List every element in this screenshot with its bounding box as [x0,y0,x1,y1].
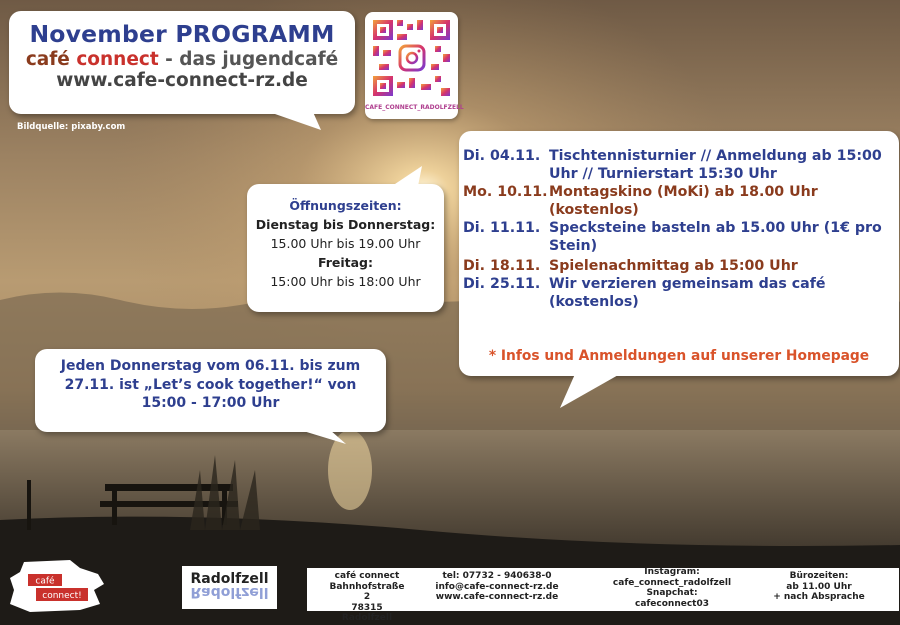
events-bubble [459,131,899,376]
office-line: Bürozeiten: [789,571,849,581]
cafe-subtitle [9,49,355,70]
event-date: Mo. 10.11. [463,184,548,200]
snapchat-handle[interactable]: cafeconnect03 [634,598,710,609]
qr-code-icon [365,12,458,104]
hours-days-2: Freitag: [317,255,374,270]
instagram-handle[interactable]: cafe_connect_radolfzell [612,577,732,588]
event-date: Di. 18.11. [463,258,541,274]
event-desc: Tischtennisturnier // Anmeldung ab 15:00 Uhr // Turnierstart 15:30 Uhr [549,148,882,182]
subtitle-rest: - das jugendcafé [158,49,339,70]
hours-time-1: 15.00 Uhr bis 19.00 Uhr [270,236,421,251]
hours-time-2: 15:00 Uhr bis 18:00 Uhr [270,274,421,289]
website-link[interactable]: www.cafe-connect-rz.de [435,592,559,602]
social-label: Snapchat: [646,588,698,598]
page-title: November PROGRAMM [29,20,335,48]
cooking-bubble-tail [300,430,350,446]
image-credit: Bildquelle: pixaby.com [17,122,126,132]
opening-hours-bubble [247,184,444,312]
phone[interactable]: tel: 07732 - 940638-0 [442,571,552,581]
hours-days-1: Dienstag bis Donnerstag: [255,217,436,232]
cooking-bubble [35,349,386,432]
event-desc: Specksteine basteln ab 15.00 Uhr (1€ pro Stein) [549,220,882,254]
hours-bubble-tail [392,166,428,188]
radolfzell-logo [182,566,277,609]
footer-office-hours [759,571,879,603]
cafe-connect-logo [10,560,105,612]
cooking-text: Jeden Donnerstag vom 06.11. bis zum 27.11. ist „Let’s cook together!“ von 15:00 - 17:00 Uhr [60,358,361,411]
office-line: ab 11.00 Uhr [786,581,852,592]
radolfzell-reflection: Radolfzell [190,584,269,600]
event-date: Di. 25.11. [463,276,541,292]
email-link[interactable]: info@cafe-connect-rz.de [435,581,559,592]
title-bubble-tail [255,112,325,134]
hours-heading: Öffnungszeiten: [289,198,402,213]
address-line: 78315 Radolfzell [341,602,393,623]
instagram-qr-code[interactable] [365,12,464,119]
events-bubble-tail [555,374,625,410]
social-label: Instagram: [644,567,700,577]
address-line: café connect [334,571,400,581]
event-date: Di. 04.11. [463,148,541,164]
footer-address [327,571,407,624]
subtitle-connect: connect [76,49,159,70]
title-bubble [9,11,355,114]
website-url[interactable]: www.cafe-connect-rz.de [56,70,308,91]
radolfzell-text: Radolfzell [190,571,269,587]
footer-contact-bar [307,567,899,623]
event-desc: Wir verzieren gemeinsam das café (kostenlos) [549,276,826,310]
logo-line-1: café [35,576,55,587]
footer-social [602,567,742,609]
office-line: + nach Absprache [773,592,865,602]
footer-contact [427,571,567,603]
event-desc: Spielenachmittag ab 15:00 Uhr [549,258,798,274]
events-note: * Infos und Anmeldungen auf unserer Homepage [488,348,870,364]
qr-label: CAFE_CONNECT_RADOLFZELL [365,104,464,111]
address-line: Bahnhofstraße 2 [329,581,405,602]
event-desc: Montagskino (MoKi) ab 18.00 Uhr (kostenlos) [549,184,818,218]
logo-line-2: connect! [42,591,82,601]
event-date: Di. 11.11. [463,220,541,236]
subtitle-cafe: café [25,49,70,70]
